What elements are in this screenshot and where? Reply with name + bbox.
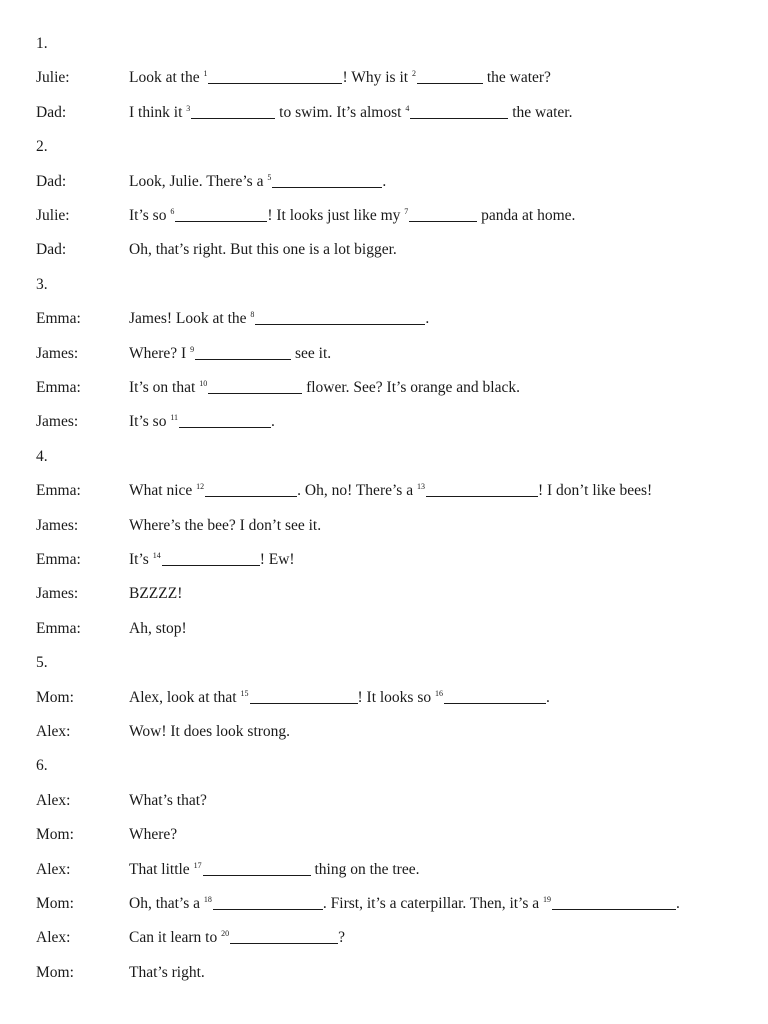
blank-number: 13 <box>416 482 425 492</box>
speaker-name: James: <box>36 344 79 362</box>
speaker-name: Alex: <box>36 791 71 809</box>
answer-blank[interactable] <box>213 894 323 910</box>
dialogue-text <box>129 549 295 573</box>
blank-number: 14 <box>152 551 161 560</box>
dialogue-text <box>129 618 187 640</box>
blank-number: 3 <box>186 103 191 113</box>
dialogue-text-segment: . <box>271 413 275 431</box>
dialogue-text <box>129 893 680 917</box>
dialogue-text <box>129 239 397 261</box>
dialogue-text <box>129 824 177 846</box>
dialogue-number: 2. <box>36 138 48 156</box>
dialogue-text <box>129 687 550 711</box>
answer-blank[interactable] <box>191 103 275 119</box>
dialogue-number: 6. <box>36 757 48 775</box>
answer-blank[interactable] <box>208 378 302 394</box>
speaker-name: Julie: <box>36 69 70 87</box>
blank-number: 11 <box>170 413 179 423</box>
dialogue-text-segment: That’s right. <box>129 963 205 981</box>
speaker-name: Emma: <box>36 619 81 637</box>
dialogue-text-segment: ! Why is it <box>342 69 412 87</box>
dialogue-text-segment: BZZZZ! <box>129 585 183 603</box>
speaker-name: James: <box>36 413 79 431</box>
dialogue-text <box>129 308 429 332</box>
dialogue-text-segment: see it. <box>291 344 332 362</box>
answer-blank[interactable] <box>179 412 271 428</box>
dialogue-text-segment: . <box>382 172 387 190</box>
dialogue-text-segment: Look, Julie. There’s a <box>129 172 268 190</box>
dialogue-text-segment: . Oh, no! There’s a <box>297 482 417 500</box>
dialogue-text-segment: . First, it’s a caterpillar. Then, it’s a <box>322 895 544 912</box>
speaker-name: Dad: <box>36 103 67 121</box>
speaker-name: Emma: <box>36 379 81 396</box>
dialogue-number: 4. <box>36 447 48 465</box>
dialogue-text <box>129 343 331 367</box>
dialogue-text-segment: ! Ew! <box>259 551 295 568</box>
dialogue-text <box>129 790 207 812</box>
dialogue-text <box>129 927 345 951</box>
dialogue-text <box>129 515 321 537</box>
answer-blank[interactable] <box>409 206 477 222</box>
answer-blank[interactable] <box>255 309 425 325</box>
blank-number: 4 <box>405 103 410 113</box>
blank-number: 1 <box>203 69 208 79</box>
dialogue-text-segment: Where? <box>129 826 178 844</box>
dialogue-text-segment: flower. See? It’s orange and black. <box>302 379 520 396</box>
dialogue-text-segment: Where’s the bee? I don’t see it. <box>129 516 322 534</box>
blank-number: 16 <box>435 688 443 698</box>
dialogue-text-segment: Alex, look at that <box>129 688 241 706</box>
speaker-name: James: <box>36 516 79 534</box>
blank-number: 9 <box>190 344 195 354</box>
dialogue-number: 5. <box>36 654 48 672</box>
dialogue-text <box>129 480 652 504</box>
answer-blank[interactable] <box>552 894 676 910</box>
dialogue-text-segment: Oh, that’s right. But this one is a lot bigger. <box>129 241 397 259</box>
dialogue-number: 3. <box>36 275 48 293</box>
dialogue-text-segment: It’s so <box>129 413 171 431</box>
dialogue-text-segment: ! I don’t like bees! <box>537 482 653 500</box>
speaker-name: James: <box>36 585 79 603</box>
blank-number: 12 <box>196 482 205 492</box>
answer-blank[interactable] <box>208 68 342 84</box>
dialogue-text <box>129 171 386 195</box>
dialogue-text-segment: ! It looks so <box>357 688 435 706</box>
dialogue-text <box>129 583 182 605</box>
speaker-name: Emma: <box>36 310 81 328</box>
answer-blank[interactable] <box>417 68 483 84</box>
blank-number: 2 <box>411 69 416 79</box>
answer-blank[interactable] <box>410 103 508 119</box>
dialogue-text-segment: What’s that? <box>129 791 207 809</box>
dialogue-text <box>129 102 572 126</box>
dialogue-text-segment: ! It looks just like my <box>267 207 405 224</box>
speaker-name: Emma: <box>36 482 81 500</box>
dialogue-text-segment: thing on the tree. <box>310 860 420 878</box>
dialogue-text-segment: What nice <box>129 482 197 500</box>
blank-number: 7 <box>404 207 409 216</box>
blank-number: 18 <box>203 895 212 904</box>
answer-blank[interactable] <box>162 550 260 566</box>
blank-number: 20 <box>221 929 230 939</box>
speaker-name: Dad: <box>36 172 67 190</box>
answer-blank[interactable] <box>195 344 291 360</box>
dialogue-text-segment: It’s on that <box>129 379 200 396</box>
speaker-name: Mom: <box>36 826 74 844</box>
blank-number: 19 <box>543 895 552 904</box>
dialogue-text-segment: the water. <box>508 103 573 121</box>
answer-blank[interactable] <box>250 688 358 704</box>
blank-number: 10 <box>199 379 208 388</box>
answer-blank[interactable] <box>272 172 382 188</box>
dialogue-text-segment: . <box>546 688 550 706</box>
dialogue-text-segment: That little <box>129 860 194 878</box>
answer-blank[interactable] <box>203 860 311 876</box>
dialogue-text-segment: . <box>425 310 430 328</box>
answer-blank[interactable] <box>444 688 546 704</box>
dialogue-text-segment: Oh, that’s a <box>129 895 204 912</box>
speaker-name: Mom: <box>36 963 74 981</box>
speaker-name: Alex: <box>36 929 71 947</box>
blank-number: 8 <box>250 310 255 320</box>
dialogue-text-segment: Can it learn to <box>129 929 222 947</box>
dialogue-text-segment: panda at home. <box>477 207 576 224</box>
speaker-name: Emma: <box>36 551 81 568</box>
answer-blank[interactable] <box>230 928 338 944</box>
dialogue-text <box>129 859 419 883</box>
dialogue-text-segment: Wow! It does look strong. <box>129 723 291 740</box>
dialogue-text-segment: . <box>676 895 680 912</box>
blank-number: 6 <box>170 207 175 216</box>
dialogue-text-segment: ? <box>338 929 346 947</box>
speaker-name: Dad: <box>36 241 67 259</box>
answer-blank[interactable] <box>205 481 297 497</box>
dialogue-text <box>129 377 520 401</box>
speaker-name: Mom: <box>36 895 74 912</box>
dialogue-text-segment: the water? <box>482 69 551 87</box>
dialogue-text-segment: Ah, stop! <box>129 619 187 637</box>
dialogue-text-segment: It’s <box>129 551 153 568</box>
dialogue-text-segment: It’s so <box>129 207 171 224</box>
dialogue-text <box>129 962 205 984</box>
dialogue-text-segment: Look at the <box>129 69 204 87</box>
dialogue-text <box>129 721 290 743</box>
dialogue-text-segment: I think it <box>129 103 187 121</box>
speaker-name: Julie: <box>36 207 70 224</box>
dialogue-text-segment: to swim. It’s almost <box>275 103 406 121</box>
speaker-name: Alex: <box>36 860 71 878</box>
dialogue-text <box>129 205 575 229</box>
dialogue-text-segment: Where? I <box>129 344 191 362</box>
answer-blank[interactable] <box>175 206 267 222</box>
blank-number: 5 <box>267 172 272 182</box>
dialogue-text-segment: James! Look at the <box>129 310 251 328</box>
dialogue-text <box>129 67 551 91</box>
speaker-name: Mom: <box>36 688 74 706</box>
blank-number: 15 <box>240 688 249 698</box>
speaker-name: Alex: <box>36 723 71 740</box>
blank-number: 17 <box>193 860 202 870</box>
dialogue-text <box>129 411 275 435</box>
answer-blank[interactable] <box>426 481 538 497</box>
dialogue-number: 1. <box>36 35 48 52</box>
